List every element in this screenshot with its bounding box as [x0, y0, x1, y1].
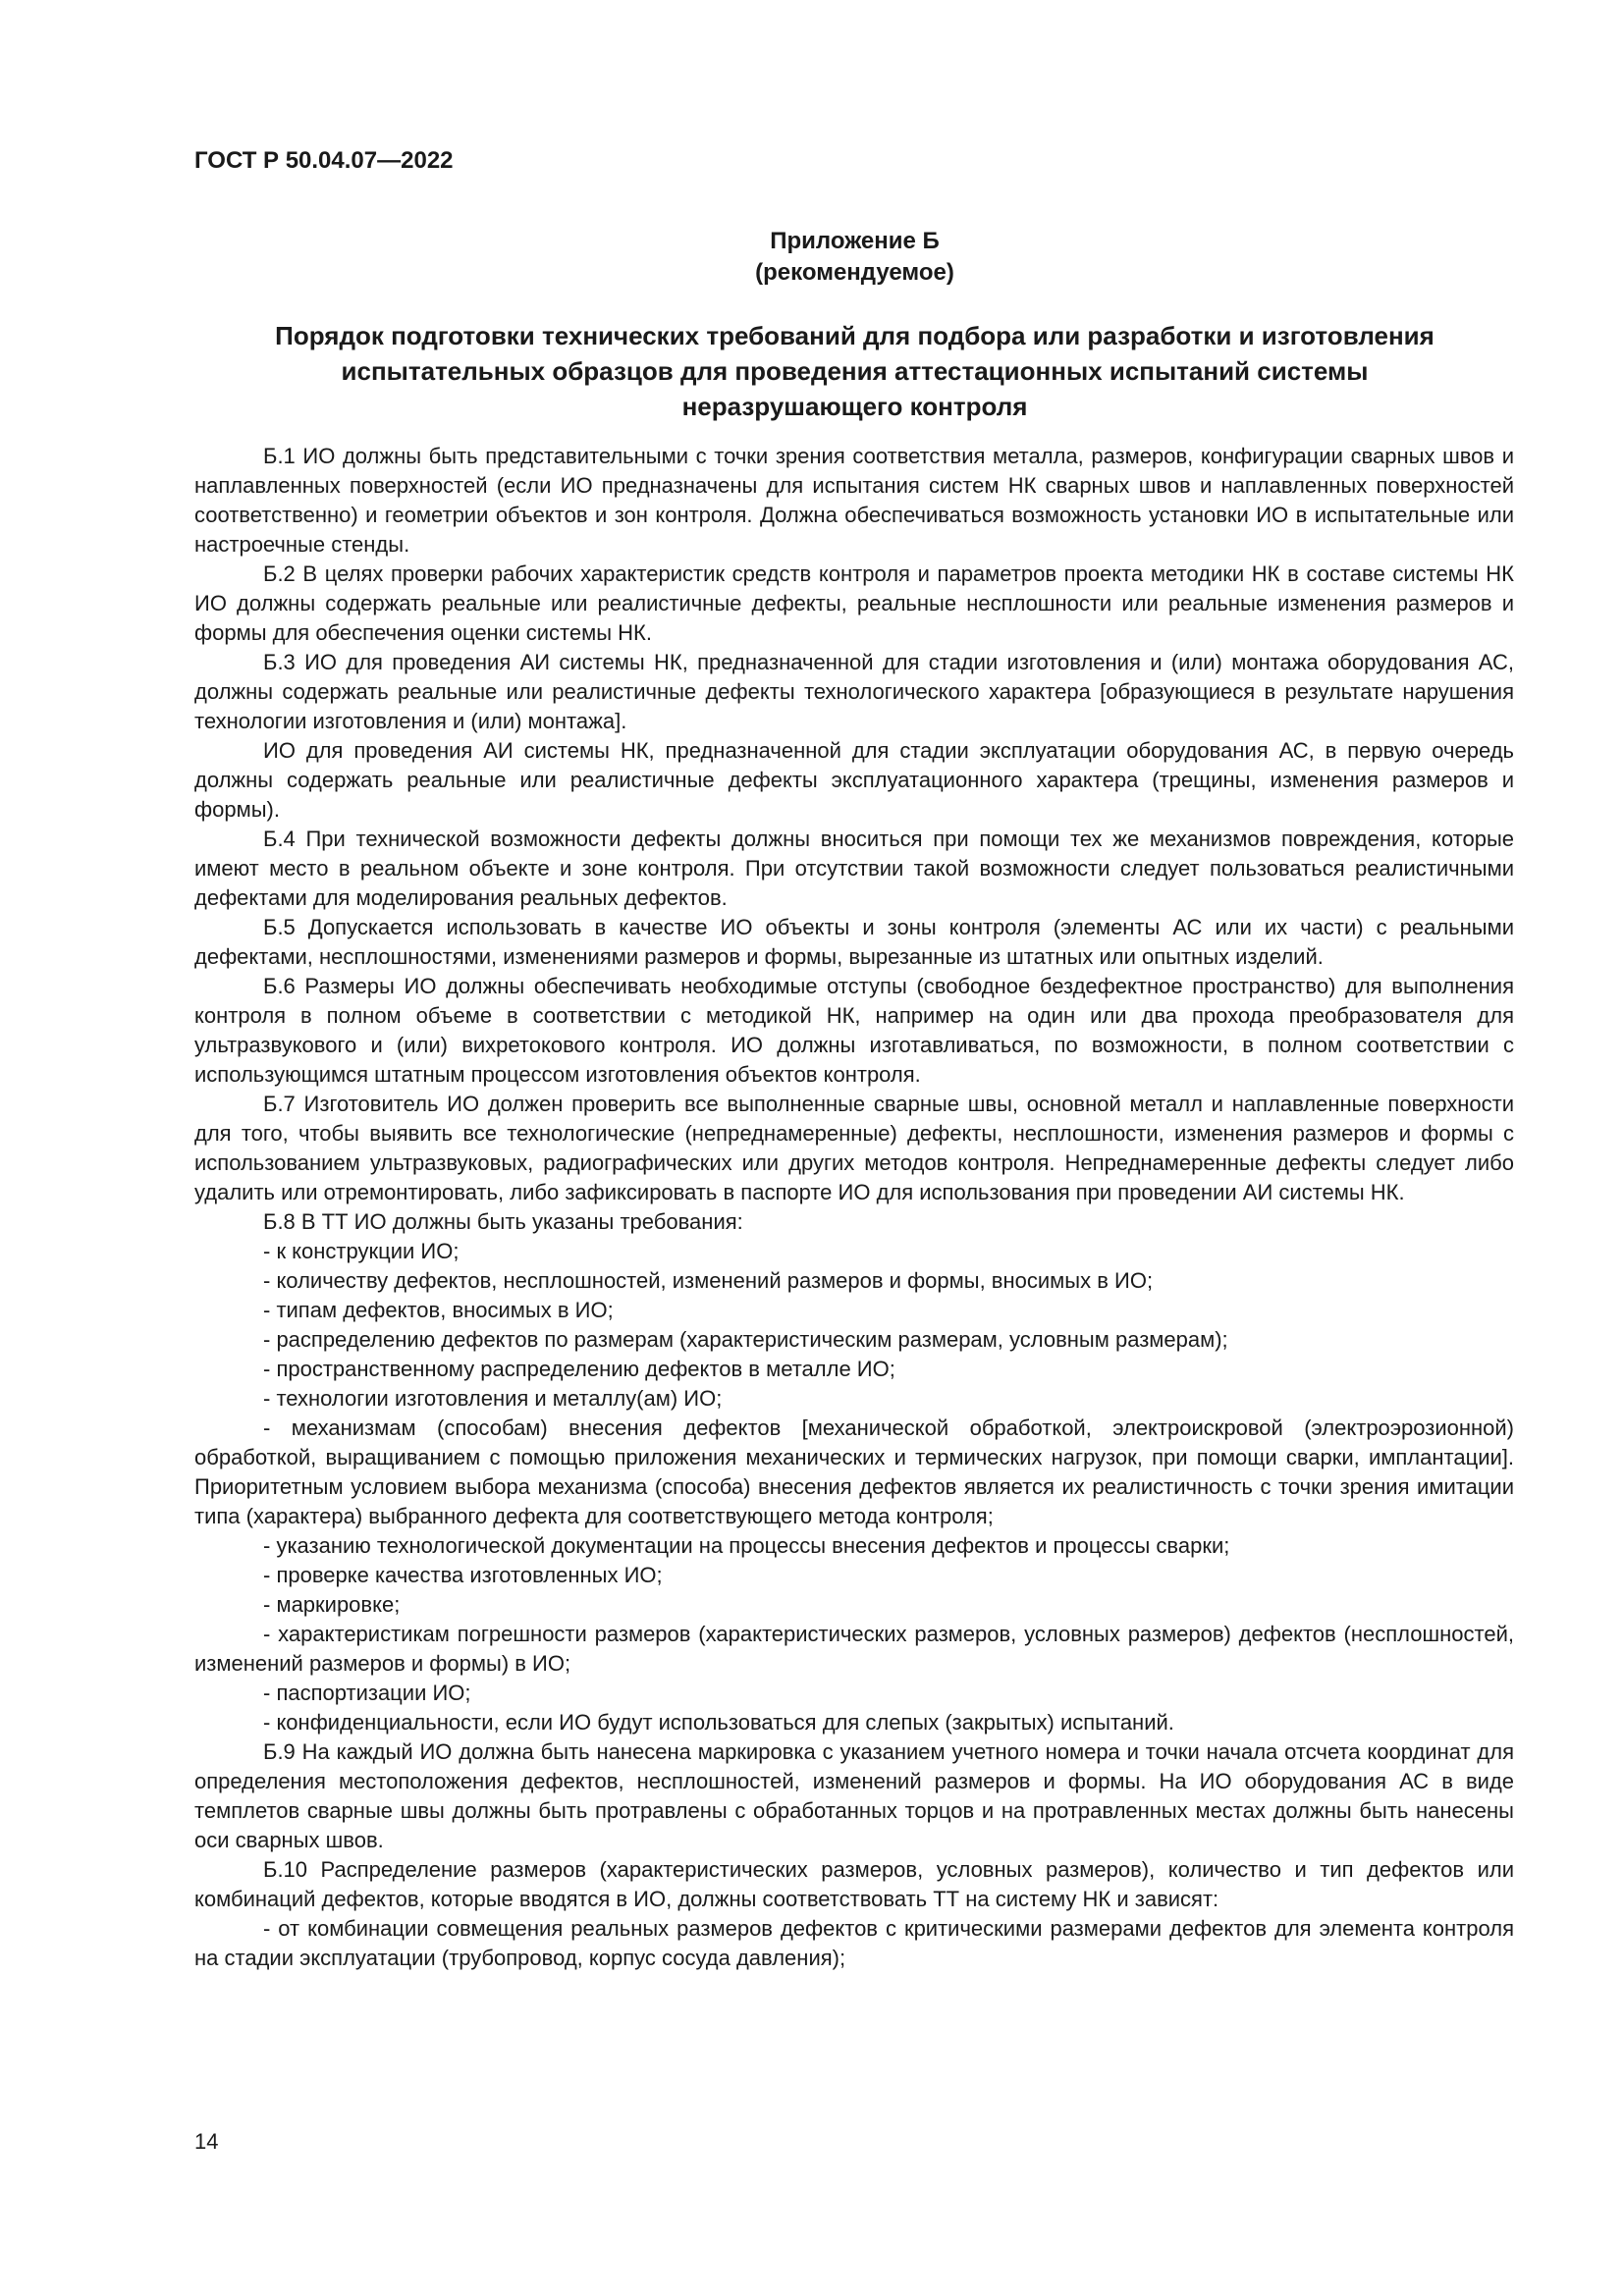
- paragraph-b10: Б.10 Распределение размеров (характеристических размеров, условных размеров), количество и тип дефектов или комбинаций дефектов, которые вводятся в ИО, должны соответствовать ТТ на систему НК и зависят:: [194, 1857, 1514, 1911]
- list-item: - технологии изготовления и металлу(ам) ИО;: [263, 1386, 723, 1411]
- list-item: - количеству дефектов, несплошностей, изменений размеров и формы, вносимых в ИО;: [263, 1268, 1154, 1293]
- paragraph-b7: Б.7 Изготовитель ИО должен проверить все выполненные сварные швы, основной металл и наплавленные поверхности для того, чтобы выявить все технологические (непреднамеренные) дефекты, несплошности, изменения размеров и формы с использованием ультразвуковых, радиографических или других методов контроля. Непреднамеренные дефекты следует либо удалить или отремонтировать, либо зафиксировать в паспорте ИО для использования при проведении АИ системы НК.: [194, 1092, 1514, 1204]
- list-item: - проверке качества изготовленных ИО;: [263, 1563, 663, 1587]
- list-item: - паспортизации ИО;: [263, 1681, 471, 1705]
- annex-heading-line: неразрушающего контроля: [681, 392, 1028, 421]
- list-item: - от комбинации совмещения реальных размеров дефектов с критическими размерами дефектов для элемента контроля на стадии эксплуатации (трубопровод, корпус сосуда давления);: [194, 1916, 1514, 1970]
- paragraph-b1: Б.1 ИО должны быть представительными с точки зрения соответствия металла, размеров, конфигурации сварных швов и наплавленных поверхностей (если ИО предназначены для испытания систем НК сварных швов и наплавленных поверхностей соответственно) и геометрии объектов и зон контроля. Должна обеспечиваться возможность установки ИО в испытательные или настроечные стенды.: [194, 444, 1514, 557]
- paragraph-b3: Б.3 ИО для проведения АИ системы НК, предназначенной для стадии изготовления и (или) монтажа оборудования АС, должны содержать реальные или реалистичные дефекты технологического характера [образующиеся в результате нарушения технологии изготовления и (или) монтажа].: [194, 650, 1514, 733]
- list-item: - к конструкции ИО;: [263, 1239, 460, 1263]
- list-item: - пространственному распределению дефектов в металле ИО;: [263, 1357, 895, 1381]
- annex-heading: [194, 318, 1515, 424]
- paragraph-b3-cont: ИО для проведения АИ системы НК, предназначенной для стадии эксплуатации оборудования АС, в первую очередь должны содержать реальные или реалистичные дефекты эксплуатационного характера (трещины, изменения размеров и формы).: [194, 738, 1514, 822]
- annex-status: (рекомендуемое): [755, 259, 954, 286]
- list-item: - конфиденциальности, если ИО будут использоваться для слепых (закрытых) испытаний.: [263, 1710, 1174, 1735]
- list-item: - указанию технологической документации на процессы внесения дефектов и процессы сварки;: [263, 1533, 1230, 1558]
- list-item: - механизмам (способам) внесения дефектов [механической обработкой, электроискровой (электроэрозионной) обработкой, выращиванием с помощью приложения механических и термических нагрузок, при помощи сварки, имплантации]. Приоритетным условием выбора механизма (способа) внесения дефектов является их реалистичность с точки зрения имитации типа (характера) выбранного дефекта для соответствующего метода контроля;: [194, 1415, 1514, 1528]
- list-item: - типам дефектов, вносимых в ИО;: [263, 1298, 614, 1322]
- annex-heading-line: Порядок подготовки технических требований для подбора или разработки и изготовления: [275, 321, 1435, 350]
- annex-title: Приложение Б: [770, 228, 940, 254]
- list-item: - распределению дефектов по размерам (характеристическим размерам, условным размерам);: [263, 1327, 1228, 1352]
- paragraph-b6: Б.6 Размеры ИО должны обеспечивать необходимые отступы (свободное бездефектное пространство) для выполнения контроля в полном объеме в соответствии с методикой НК, например на один или два прохода преобразователя для ультразвукового и (или) вихретокового контроля. ИО должны изготавливаться, по возможности, в полном соответствии с использующимся штатным процессом изготовления объектов контроля.: [194, 974, 1514, 1087]
- annex-heading-line: испытательных образцов для проведения аттестационных испытаний системы: [341, 356, 1369, 386]
- document-designation: ГОСТ Р 50.04.07—2022: [194, 147, 454, 174]
- paragraph-b5: Б.5 Допускается использовать в качестве ИО объекты и зоны контроля (элементы АС или их части) с реальными дефектами, несплошностями, изменениями размеров и формы, вырезанные из штатных или опытных изделий.: [194, 915, 1514, 969]
- paragraph-b8: Б.8 В ТТ ИО должны быть указаны требования:: [263, 1209, 743, 1234]
- body-text: [194, 442, 1514, 1973]
- paragraph-b2: Б.2 В целях проверки рабочих характеристик средств контроля и параметров проекта методики НК в составе системы НК ИО должны содержать реальные или реалистичные дефекты, реальные несплошности или реальные изменения размеров и формы для обеспечения оценки системы НК.: [194, 561, 1514, 645]
- paragraph-b4: Б.4 При технической возможности дефекты должны вноситься при помощи тех же механизмов повреждения, которые имеют место в реальном объекте и зоне контроля. При отсутствии такой возможности следует пользоваться реалистичными дефектами для моделирования реальных дефектов.: [194, 827, 1514, 910]
- paragraph-b9: Б.9 На каждый ИО должна быть нанесена маркировка с указанием учетного номера и точки начала отсчета координат для определения местоположения дефектов, несплошностей, изменений размеров и формы. На ИО оборудования АС в виде темплетов сварные швы должны быть протравлены с обработанных торцов и на протравленных местах должны быть нанесены оси сварных швов.: [194, 1739, 1514, 1852]
- list-item: - характеристикам погрешности размеров (характеристических размеров, условных размеров) дефектов (несплошностей, изменений размеров и формы) в ИО;: [194, 1622, 1514, 1676]
- list-item: - маркировке;: [263, 1592, 401, 1617]
- page-number: 14: [194, 2129, 219, 2154]
